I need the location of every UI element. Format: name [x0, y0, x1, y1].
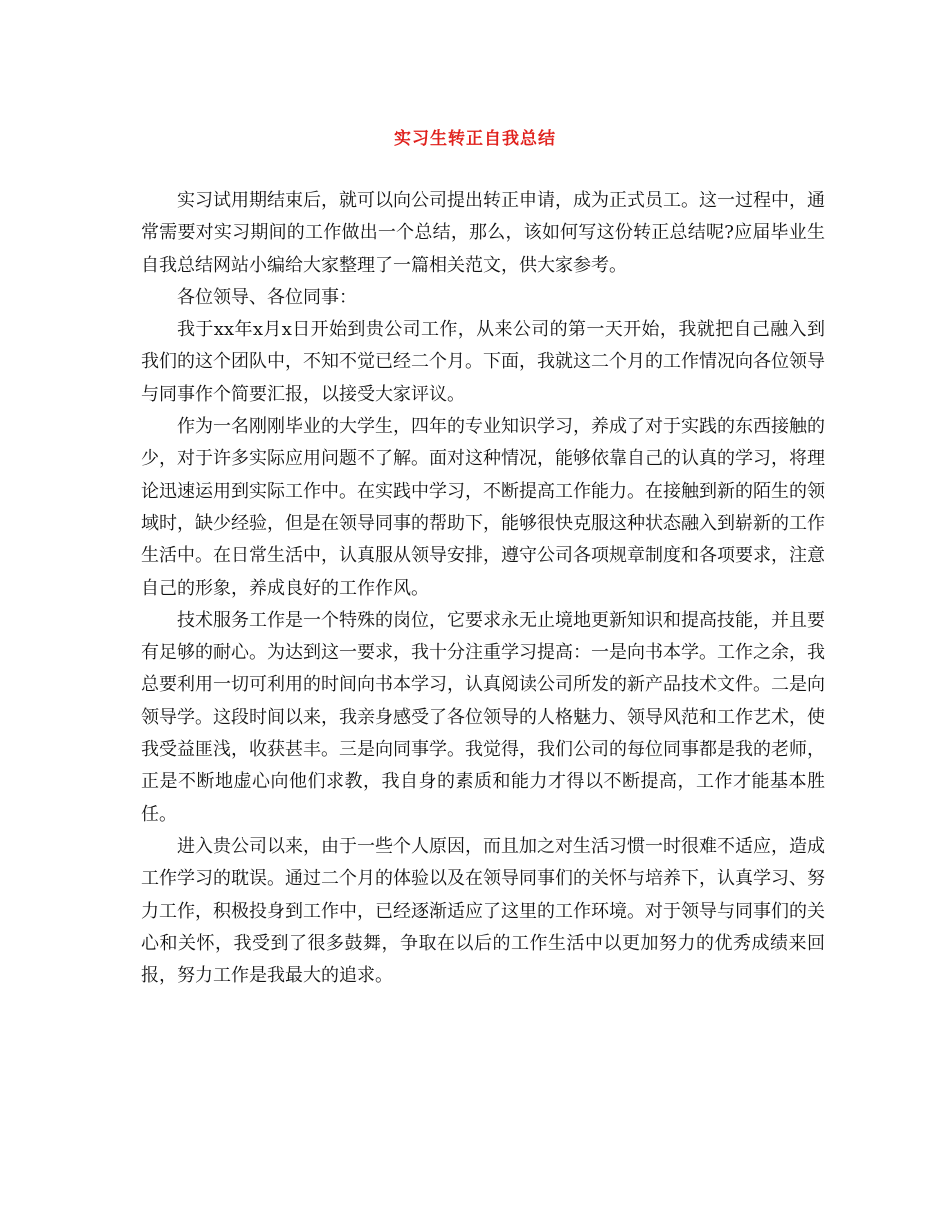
- paragraph-conclusion: 进入贵公司以来，由于一些个人原因，而且加之对生活习惯一时很难不适应，造成工作学习的耽误。通过二个月的体验以及在领导同事们的关怀与培养下，认真学习、努力工作，积极投身到工作中，已经逐渐适应了这里的工作环境。对于领导与同事们的关心和关怀，我受到了很多鼓舞，争取在以后的工作生活中以更加努力的优秀成绩来回报，努力工作是我最大的追求。: [141, 835, 825, 987]
- paragraph-start-date: 我于xx年x月x日开始到贵公司工作，从来公司的第一天开始，我就把自己融入到我们的这个团队中，不知不觉已经二个月。下面，我就这二个月的工作情况向各位领导与同事作个简要汇报，以接受大家评议。: [141, 319, 825, 405]
- document-body: [141, 185, 825, 992]
- paragraph-salutation: 各位领导、各位同事：: [177, 286, 357, 308]
- paragraph-graduate: 作为一名刚刚毕业的大学生，四年的专业知识学习，养成了对于实践的东西接触的少，对于许多实际应用问题不了解。面对这种情况，能够依靠自己的认真的学习，将理论迅速运用到实际工作中。在实践中学习，不断提高工作能力。在接触到新的陌生的领域时，缺少经验，但是在领导同事的帮助下，能够很快克服这种状态融入到崭新的工作生活中。在日常生活中，认真服从领导安排，遵守公司各项规章制度和各项要求，注意自己的形象，养成良好的工作作风。: [141, 416, 825, 599]
- paragraph-tech-service: 技术服务工作是一个特殊的岗位，它要求永无止境地更新知识和提高技能，并且要有足够的耐心。为达到这一要求，我十分注重学习提高：一是向书本学。工作之余，我总要利用一切可利用的时间向书本学习，认真阅读公司所发的新产品技术文件。二是向领导学。这段时间以来，我亲身感受了各位领导的人格魅力、领导风范和工作艺术，使我受益匪浅，收获甚丰。三是向同事学。我觉得，我们公司的每位同事都是我的老师，正是不断地虚心向他们求教，我自身的素质和能力才得以不断提高，工作才能基本胜任。: [141, 609, 825, 825]
- document-title: 实习生转正自我总结: [394, 129, 556, 149]
- paragraph-intro: 实习试用期结束后，就可以向公司提出转正申请，成为正式员工。这一过程中，通常需要对实习期间的工作做出一个总结，那么，该如何写这份转正总结呢?应届毕业生自我总结网站小编给大家整理了一篇相关范文，供大家参考。: [141, 190, 825, 276]
